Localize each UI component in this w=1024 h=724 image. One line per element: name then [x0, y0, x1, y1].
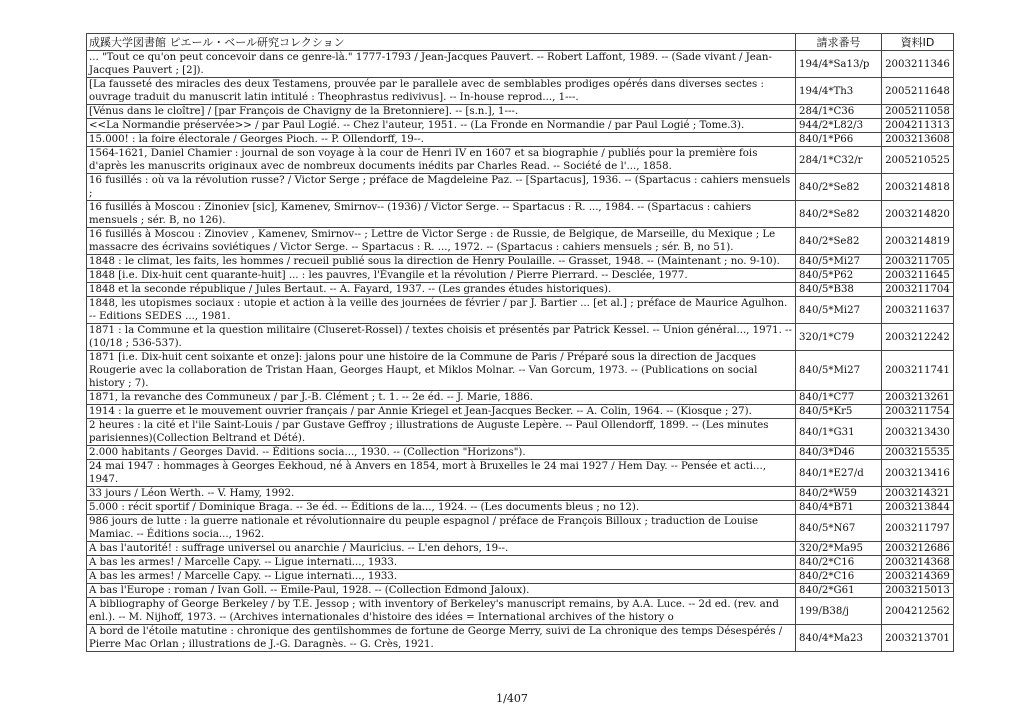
- title-cell: A bas les armes! / Marcelle Capy. -- Ligue internati..., 1933.: [87, 556, 796, 570]
- collection-title: 成蹊大学図書館 ピエール・ベール研究コレクション: [87, 34, 796, 51]
- table-row: [87, 405, 954, 419]
- title-cell: A bibliography of George Berkeley / by T.E. Jessop ; with inventory of Berkeley's manuscript remains, by A.A. Luce. -- 2d ed. (rev. and enl.). -- M. Nijhoff, 1973. -- (Archives internationales d'histoire des idées = International archives of the history o: [87, 598, 796, 625]
- table-row: [87, 105, 954, 119]
- table-row: [87, 119, 954, 133]
- table-row: [87, 419, 954, 446]
- material-id-cell: 2005210525: [882, 147, 954, 174]
- title-cell: 1848 : le climat, les faits, les hommes / recueil publié sous la direction de Henry Poulaille. -- Grasset, 1948. -- (Maintenant ; no. 9-10).: [87, 255, 796, 269]
- table-row: [87, 598, 954, 625]
- call-number-cell: 840/5*Mi27: [796, 297, 882, 324]
- title-cell: 1848 [i.e. Dix-huit cent quarante-huit] ... : les pauvres, l'Évangile et la révolution / Pierre Pierrard. -- Desclée, 1977.: [87, 269, 796, 283]
- title-cell: 1848 et la seconde république / Jules Bertaut. -- A. Fayard, 1937. -- (Les grandes études historiques).: [87, 283, 796, 297]
- table-row: [87, 542, 954, 556]
- title-cell: 5.000 : récit sportif / Dominique Braga. -- 3e éd. -- Éditions de la..., 1924. -- (Les documents bleus ; no 12).: [87, 501, 796, 515]
- table-row: [87, 147, 954, 174]
- material-id-cell: 2003213844: [882, 501, 954, 515]
- table-row: [87, 460, 954, 487]
- title-cell: 16 fusillés à Moscou : Zinoniev [sic], Kamenev, Smirnov-- (1936) / Victor Serge. -- Spartacus : R. ..., 1984. -- (Spartacus : cahiers mensuels ; sér. B, no 126).: [87, 201, 796, 228]
- title-cell: 24 mai 1947 : hommages à Georges Eekhoud, né à Anvers en 1854, mort à Bruxelles le 24 mai 1927 / Hem Day. -- Pensée et acti..., 1947.: [87, 460, 796, 487]
- call-number-cell: 320/2*Ma95: [796, 542, 882, 556]
- material-id-cell: 2003211741: [882, 351, 954, 391]
- call-number-cell: 840/1*E27/d: [796, 460, 882, 487]
- call-number-cell: 840/5*B38: [796, 283, 882, 297]
- table-row: [87, 515, 954, 542]
- table-row: [87, 446, 954, 460]
- material-id-cell: 2003213430: [882, 419, 954, 446]
- header-row: [87, 34, 954, 51]
- title-cell: 2 heures : la cité et l'ile Saint-Louis / par Gustave Geffroy ; illustrations de Auguste Lepère. -- Paul Ollendorff, 1899. -- (Les minutes parisiennes)(Collection Beltrand et Dété).: [87, 419, 796, 446]
- call-number-cell: 840/2*C16: [796, 570, 882, 584]
- material-id-cell: 2003211346: [882, 51, 954, 78]
- material-id-cell: 2003211637: [882, 297, 954, 324]
- call-number-cell: 840/2*W59: [796, 487, 882, 501]
- material-id-cell: 2003214818: [882, 174, 954, 201]
- title-cell: 15.000! : la foire électorale / Georges Pioch. -- P. Ollendorff, 19--.: [87, 133, 796, 147]
- title-cell: <<La Normandie préservée>> / par Paul Logié. -- Chez l'auteur, 1951. -- (La Fronde en Normandie / par Paul Logié ; Tome.3).: [87, 119, 796, 133]
- table-row: [87, 201, 954, 228]
- call-number-cell: 840/5*Kr5: [796, 405, 882, 419]
- material-id-cell: 2003214820: [882, 201, 954, 228]
- table-row: [87, 174, 954, 201]
- title-cell: 1564-1621, Daniel Chamier : journal de son voyage à la cour de Henri IV en 1607 et sa biographie / publiés pour la première fois d'après les manuscrits originaux avec de nombreux documents inédits par Charles Read. -- Société de l'..., 1858.: [87, 147, 796, 174]
- title-cell: 16 fusillés : où va la révolution russe? / Victor Serge ; préface de Magdeleine Paz. -- [Spartacus], 1936. -- (Spartacus : cahiers mensuels ;: [87, 174, 796, 201]
- material-id-cell: 2005211648: [882, 78, 954, 105]
- title-cell: 1871 [i.e. Dix-huit cent soixante et onze]: jalons pour une histoire de la Commune de Paris / Préparé sous la direction de Jacques Rougerie avec la collaboration de Tristan Haan, Georges Haupt, et Miklos Molnar. -- Van Gorcum, 1973. -- (Publications on social history ; 7).: [87, 351, 796, 391]
- call-number-cell: 840/2*Se82: [796, 201, 882, 228]
- material-id-cell: 2003212686: [882, 542, 954, 556]
- call-number-cell: 284/1*C32/r: [796, 147, 882, 174]
- title-cell: 986 jours de lutte : la guerre nationale et révolutionnaire du peuple espagnol / préface de François Billoux ; traduction de Louise Mamiac. -- Éditions socia..., 1962.: [87, 515, 796, 542]
- call-number-cell: 840/3*D46: [796, 446, 882, 460]
- title-cell: ... "Tout ce qu'on peut concevoir dans ce genre-là." 1777-1793 / Jean-Jacques Pauvert. -- Robert Laffont, 1989. -- (Sade vivant / Jean-Jacques Pauvert ; [2]).: [87, 51, 796, 78]
- call-number-header: 請求番号: [796, 34, 882, 51]
- call-number-cell: 194/4*Th3: [796, 78, 882, 105]
- call-number-cell: 840/5*N67: [796, 515, 882, 542]
- table-row: [87, 78, 954, 105]
- material-id-cell: 2003211797: [882, 515, 954, 542]
- title-cell: 1871, la revanche des Communeux / par J.-B. Clément ; t. 1. -- 2e éd. -- J. Marie, 1886.: [87, 391, 796, 405]
- material-id-cell: 2003214819: [882, 228, 954, 255]
- material-id-cell: 2003213608: [882, 133, 954, 147]
- material-id-cell: 2003213261: [882, 391, 954, 405]
- table-row: [87, 297, 954, 324]
- title-cell: 1848, les utopismes sociaux : utopie et action à la veille des journées de février / par J. Bartier ... [et al.] ; préface de Maurice Agulhon. -- Editions SEDES ..., 1981.: [87, 297, 796, 324]
- title-cell: A bord de l'étoile matutine : chronique des gentilshommes de fortune de George Merry, suivi de La chronique des temps Désespérés / Pierre Mac Orlan ; illustrations de J.-G. Daragnès. -- G. Crès, 1921.: [87, 625, 796, 652]
- call-number-cell: 840/1*G31: [796, 419, 882, 446]
- table-row: [87, 487, 954, 501]
- call-number-cell: 840/2*C16: [796, 556, 882, 570]
- call-number-cell: 284/1*C36: [796, 105, 882, 119]
- call-number-cell: 840/2*Se82: [796, 228, 882, 255]
- title-cell: [Vénus dans le cloître] / [par François de Chavigny de la Bretonniere]. -- [s.n.], 1---.: [87, 105, 796, 119]
- table-row: [87, 255, 954, 269]
- table-row: [87, 133, 954, 147]
- title-cell: 1871 : la Commune et la question militaire (Cluseret-Rossel) / textes choisis et présentés par Patrick Kessel. -- Union général..., 1971. -- (10/18 ; 536-537).: [87, 324, 796, 351]
- title-cell: A bas l'Europe : roman / Ivan Goll. -- Emile-Paul, 1928. -- (Collection Edmond Jaloux).: [87, 584, 796, 598]
- material-id-cell: 2003215535: [882, 446, 954, 460]
- call-number-cell: 840/4*B71: [796, 501, 882, 515]
- table-row: [87, 556, 954, 570]
- call-number-cell: 840/4*Ma23: [796, 625, 882, 652]
- call-number-cell: 944/2*L82/3: [796, 119, 882, 133]
- material-id-cell: 2003211754: [882, 405, 954, 419]
- material-id-cell: 2005211058: [882, 105, 954, 119]
- title-cell: 16 fusillés à Moscou : Zinoviev , Kamenev, Smirnov-- ; Lettre de Victor Serge : de Russie, de Belgique, de Marseille, du Mexique ; Le massacre des écrivains soviétiques / Victor Serge. -- Spartacus : R. ..., 1972. -- (Spartacus : cahiers mensuels ; sér. B, no 51).: [87, 228, 796, 255]
- material-id-cell: 2003214369: [882, 570, 954, 584]
- table-row: [87, 501, 954, 515]
- material-id-cell: 2003211645: [882, 269, 954, 283]
- title-cell: 2.000 habitants / Georges David. -- Éditions socia..., 1930. -- (Collection "Horizons").: [87, 446, 796, 460]
- title-cell: 33 jours / Léon Werth. -- V. Hamy, 1992.: [87, 487, 796, 501]
- table-row: [87, 570, 954, 584]
- catalog-table: [86, 33, 954, 652]
- table-row: [87, 324, 954, 351]
- call-number-cell: 840/5*Mi27: [796, 351, 882, 391]
- material-id-cell: 2004212562: [882, 598, 954, 625]
- table-row: [87, 584, 954, 598]
- material-id-cell: 2003214321: [882, 487, 954, 501]
- call-number-cell: 194/4*Sa13/p: [796, 51, 882, 78]
- call-number-cell: 840/1*P66: [796, 133, 882, 147]
- table-row: [87, 51, 954, 78]
- call-number-cell: 199/B38/j: [796, 598, 882, 625]
- material-id-cell: 2004211313: [882, 119, 954, 133]
- table-row: [87, 391, 954, 405]
- material-id-header: 資料ID: [882, 34, 954, 51]
- table-row: [87, 283, 954, 297]
- title-cell: 1914 : la guerre et le mouvement ouvrier français / par Annie Kriegel et Jean-Jacques Becker. -- A. Colin, 1964. -- (Kiosque ; 27).: [87, 405, 796, 419]
- material-id-cell: 2003214368: [882, 556, 954, 570]
- call-number-cell: 840/5*P62: [796, 269, 882, 283]
- title-cell: A bas l'autorité! : suffrage universel ou anarchie / Mauricius. -- L'en dehors, 19--.: [87, 542, 796, 556]
- call-number-cell: 840/1*C77: [796, 391, 882, 405]
- material-id-cell: 2003211704: [882, 283, 954, 297]
- material-id-cell: 2003211705: [882, 255, 954, 269]
- call-number-cell: 840/2*Se82: [796, 174, 882, 201]
- page-number: 1/407: [496, 692, 528, 705]
- call-number-cell: 840/5*Mi27: [796, 255, 882, 269]
- material-id-cell: 2003213701: [882, 625, 954, 652]
- table-row: [87, 228, 954, 255]
- call-number-cell: 320/1*C79: [796, 324, 882, 351]
- material-id-cell: 2003212242: [882, 324, 954, 351]
- title-cell: [La fausseté des miracles des deux Testamens, prouvée par le parallele avec de semblables prodiges opérés dans diverses sectes : ouvrage traduit du manuscrit latin intitulé : Theophrastus redivivus]. -- In-house reprod..., 1---.: [87, 78, 796, 105]
- table-row: [87, 625, 954, 652]
- table-row: [87, 351, 954, 391]
- material-id-cell: 2003215013: [882, 584, 954, 598]
- material-id-cell: 2003213416: [882, 460, 954, 487]
- title-cell: A bas les armes! / Marcelle Capy. -- Ligue internati..., 1933.: [87, 570, 796, 584]
- call-number-cell: 840/2*G61: [796, 584, 882, 598]
- table-row: [87, 269, 954, 283]
